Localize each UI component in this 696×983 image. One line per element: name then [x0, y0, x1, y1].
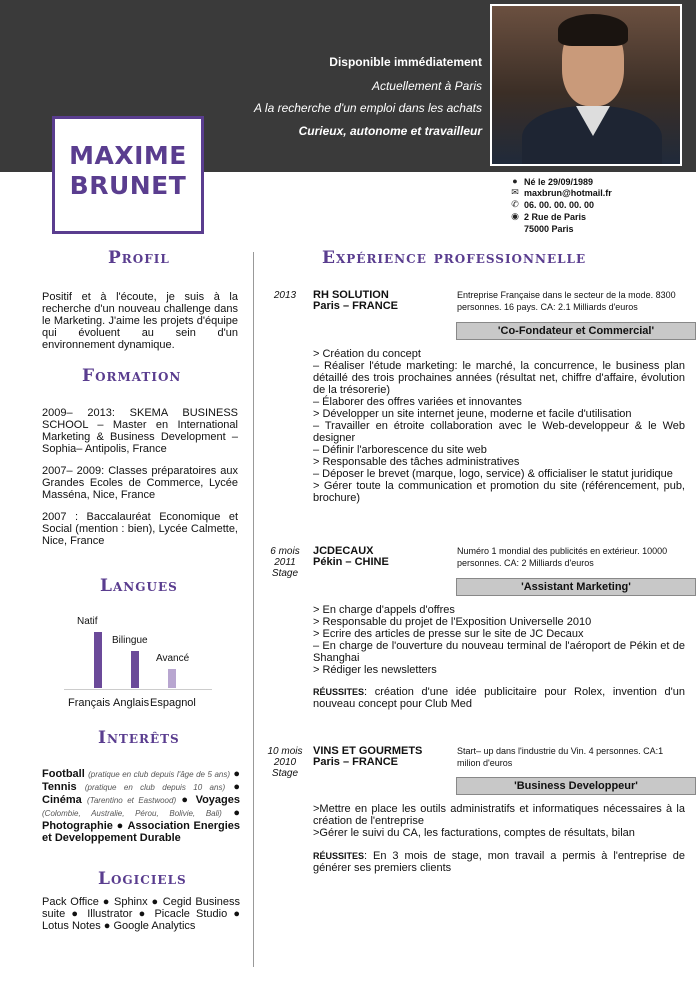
experience-date — [262, 290, 308, 301]
experience-bullet: > En charge d'appels d'offres — [313, 604, 455, 616]
experience-reussites — [313, 686, 685, 710]
experience-date-line: 6 mois — [270, 546, 300, 557]
experience-date-line: Stage — [271, 568, 299, 579]
chart-axis — [64, 689, 212, 690]
interest-cinema: Cinéma — [42, 794, 82, 806]
chart-data-label: Natif — [77, 616, 98, 627]
reussites-text: : En 3 mois de stage, mon travail a permis à l'entreprise de générer ses premiers clients — [313, 850, 685, 874]
section-title-profil: Profil — [108, 248, 170, 268]
experience-location: Paris – FRANCE — [313, 300, 398, 312]
experience-bullet: >Gérer le suivi du CA, les facturations, comptes de résultats, bilan — [313, 827, 635, 839]
email: maxbrun@hotmail.fr — [524, 188, 612, 198]
address-line1: 2 Rue de Paris — [524, 212, 587, 222]
tagline-availability: Disponible immédiatement — [329, 55, 482, 69]
tagline-search: A la recherche d'un emploi dans les achats — [254, 101, 482, 115]
experience-reussites — [313, 850, 685, 874]
interest-association: Association Energies et Developpement Durable — [42, 820, 240, 844]
mail-icon: ✉ — [511, 187, 519, 197]
experience-location: Pékin – CHINE — [313, 556, 389, 568]
experience-date-line: 2011 — [274, 557, 296, 568]
experience-date — [262, 746, 308, 779]
experience-role: 'Co-Fondateur et Commercial' — [456, 322, 696, 340]
experience-description: Start– up dans l'industrie du Vin. 4 personnes. CA:1 milion d'euros — [457, 746, 664, 768]
formation-item: 2007 : Baccalauréat Economique et Social (mention : bien), Lycée Calmette, Nice, France — [42, 511, 238, 547]
section-title-formation: Formation — [82, 366, 182, 386]
chart-category-label: Espagnol — [150, 697, 196, 709]
chart-data-label: Bilingue — [112, 634, 148, 646]
experience-description: Numéro 1 mondial des publicités en extérieur. 10000 personnes. CA: 2 Milliards d'euros — [457, 546, 668, 568]
first-name: MAXIME — [69, 141, 187, 170]
phone-icon: ✆ — [511, 199, 519, 209]
person-icon: ● — [512, 176, 518, 186]
interest-tennis: Tennis — [42, 781, 77, 793]
experience-bullet: > Rédiger les newsletters — [313, 664, 437, 676]
experience-company: JCDECAUX — [313, 545, 374, 557]
interest-voyages: Voyages — [195, 794, 240, 806]
experience-role: 'Business Developpeur' — [456, 777, 696, 795]
experience-bullets — [313, 803, 685, 839]
section-title-interets: Interêts — [98, 728, 180, 748]
experience-bullet: > Responsable du projet de l'Exposition Universelle 2010 — [313, 616, 592, 628]
chart-data-label: Avancé — [156, 653, 190, 665]
experience-location: Paris – FRANCE — [313, 756, 398, 768]
experience-bullet: – Définir l'arborescence du site web — [313, 444, 487, 456]
experience-date-line: 2010 — [273, 757, 297, 768]
interest-cinema-note: (Tarentino et Eastwood) — [87, 796, 177, 805]
tagline-location: Actuellement à Paris — [371, 79, 482, 93]
logiciels-text: Pack Office ● Sphinx ● Cegid Business suite ● Illustrator ● Picacle Studio ● Lotus Notes ● Google Analytics — [42, 896, 240, 932]
experience-bullet: > Création du concept — [313, 348, 421, 360]
experience-bullet: > Responsable des tâches administratives — [313, 456, 520, 468]
experience-date-line: 2013 — [273, 290, 297, 301]
reussites-text: : création d'une idée publicitaire pour Rolex, invention d'un nouveau concept pour Club Med — [313, 686, 685, 710]
tagline-qualities: Curieux, autonome et travailleur — [298, 124, 482, 138]
interest-photo: Photographie — [42, 820, 113, 832]
experience-bullet: >Mettre en place les outils administratifs et informatiques nécessaires à la création de l'entreprise — [313, 803, 685, 827]
name-box — [52, 116, 204, 234]
experience-date — [262, 546, 308, 579]
formation-item: 2007– 2009: Classes préparatoires aux Grandes Ecoles de Commerce, Lycée Masséna, Nice, France — [42, 465, 238, 501]
reussites-label: RÉUSSITES — [313, 687, 365, 697]
phone: 06. 00. 00. 00. 00 — [524, 200, 595, 210]
last-name: BRUNET — [69, 171, 187, 200]
interest-football: Football — [42, 768, 85, 780]
experience-bullet: > Développer un site internet jeune, moderne et facile d'utilisation — [313, 408, 632, 420]
experience-bullet: – Travailler en étroite collaboration avec le Web-developpeur & le Web designer — [313, 420, 685, 444]
reussites-label: RÉUSSITES — [313, 851, 365, 861]
interest-tennis-note: (pratique en club depuis 10 ans) — [84, 783, 226, 792]
experience-date-line: 10 mois — [267, 746, 303, 757]
experience-company: RH SOLUTION — [313, 289, 389, 301]
experience-company: VINS ET GOURMETS — [313, 745, 423, 757]
section-title-logiciels: Logiciels — [98, 869, 187, 889]
experience-description: Entreprise Française dans le secteur de la mode. 8300 personnes. 16 pays. CA: 2.1 Milliards d'euros — [457, 290, 676, 312]
formation-item: 2009– 2013: SKEMA BUSINESS SCHOOL – Master en International Marketing & Business Development – Sophia– Antipolis, France — [42, 407, 238, 455]
chart-bar — [168, 669, 176, 688]
experience-bullets — [313, 348, 685, 504]
column-divider — [253, 252, 254, 967]
interest-voyages-note: (Colombie, Australie, Pérou, Bolivie, Bali) — [42, 809, 222, 818]
experience-bullet: – Déposer le brevet (marque, logo, service) & officialiser le statut juridique — [313, 468, 673, 480]
birth-date: Né le 29/09/1989 — [524, 177, 594, 187]
experience-bullet: – Réaliser l'étude marketing: le marché, la concurrence, le business plan détaillé des trois prochaines années (résultat net, chiffre d'affaire, évolution de la trésorerie) — [313, 360, 685, 396]
chart-bar — [94, 632, 102, 688]
experience-bullet: – En charge de l'ouverture du nouveau terminal de l'aéroport de Pékin et de Shanghai — [313, 640, 685, 664]
chart-category-label: Anglais — [113, 697, 150, 709]
profile-photo — [490, 4, 682, 166]
experience-bullet: – Élaborer des offres variées et innovantes — [313, 396, 522, 408]
experience-bullets — [313, 604, 685, 676]
address-line2: 75000 Paris — [524, 224, 574, 234]
interest-football-note: (pratique en club depuis l'âge de 5 ans) — [88, 770, 231, 779]
profil-text: Positif et à l'écoute, je suis à la recherche d'un nouveau challenge dans le Marketing. J'aime les projets d'équipe qui évoluent au sein d'un environnement dynamique. — [42, 291, 238, 351]
experience-date-line: Stage — [271, 768, 299, 779]
section-title-experience: Expérience professionnelle — [322, 248, 587, 268]
chart-category-label: Français — [68, 697, 111, 709]
interests-text: Football (pratique en club depuis l'âge de 5 ans) ● Tennis (pratique en club depuis 10 ans) ● Cinéma (Tarentino et Eastwood) ● Voyages (Colombie, Australie, Pérou, Bolivie, Bali) ● Photographie ● Association Energies et Developpement Durable — [42, 768, 241, 844]
experience-role: 'Assistant Marketing' — [456, 578, 696, 596]
location-icon: ◉ — [511, 211, 519, 221]
chart-bar — [131, 651, 139, 688]
section-title-langues: Langues — [100, 576, 178, 596]
experience-bullet: > Ecrire des articles de presse sur le site de JC Decaux — [313, 628, 584, 640]
experience-bullet: > Gérer toute la communication et promotion du site (référencement, pub, brochure) — [313, 480, 685, 504]
